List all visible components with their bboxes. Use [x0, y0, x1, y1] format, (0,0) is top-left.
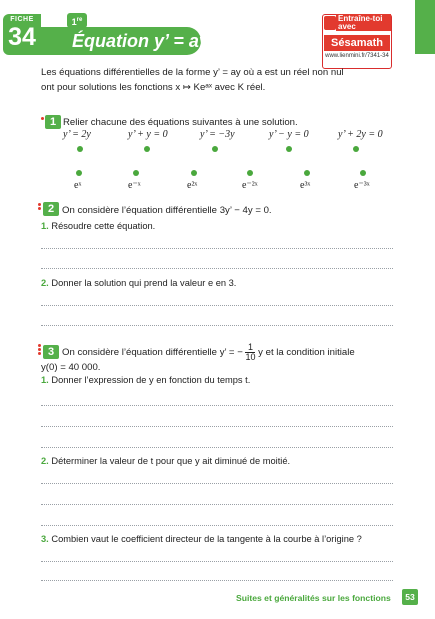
- exercise-number: 3: [43, 345, 59, 359]
- answer-line[interactable]: [41, 248, 393, 249]
- intro-line-2: ont pour solutions les fonctions x ↦ Keᵃˣ avec K réel.: [41, 82, 266, 93]
- equation-2: y’ + y = 0: [128, 129, 168, 140]
- answer-line[interactable]: [41, 305, 393, 306]
- answer-line[interactable]: [41, 268, 393, 269]
- exercise-3-question-2: [41, 455, 290, 468]
- intro-text: [41, 65, 391, 95]
- sesamath-logo: Sésamath: [324, 35, 390, 51]
- question-text: Donner la solution qui prend la valeur e en 3.: [51, 278, 237, 288]
- connect-dot[interactable]: [133, 170, 139, 176]
- answer-line[interactable]: [41, 561, 393, 562]
- question-text: Combien vaut le coefficient directeur de la tangente à la courbe à l’origine ?: [51, 534, 362, 544]
- connect-dot[interactable]: [212, 146, 218, 152]
- exercise-3-statement: [62, 343, 355, 362]
- equation-1: y’ = 2y: [63, 129, 91, 140]
- solution-4: e⁻²ˣ: [242, 180, 258, 191]
- fraction-denominator: 10: [245, 352, 256, 362]
- equation-3: y’ = −3y: [200, 129, 235, 140]
- solution-5: e³ˣ: [300, 180, 311, 191]
- answer-line[interactable]: [41, 483, 393, 484]
- equation-4: y’ − y = 0: [269, 129, 309, 140]
- exercise-2-question-2: [41, 277, 236, 290]
- connect-dot[interactable]: [77, 146, 83, 152]
- connect-dot[interactable]: [76, 170, 82, 176]
- fraction-numerator: 1: [247, 342, 253, 352]
- question-number: 3.: [41, 534, 49, 544]
- question-text: Déterminer la valeur de t pour que y ait diminué de moitié.: [51, 456, 291, 466]
- answer-line[interactable]: [41, 580, 393, 581]
- exercise-2-statement: On considère l’équation différentielle 3y’ − 4y = 0.: [62, 205, 272, 216]
- footer-chapter: Suites et généralités sur les fonctions: [236, 593, 391, 603]
- connect-dot[interactable]: [144, 146, 150, 152]
- fiche-label: FICHE: [10, 16, 34, 23]
- connect-dot[interactable]: [353, 146, 359, 152]
- exercise-3-question-1: [41, 374, 250, 387]
- level-number: 1: [71, 17, 77, 27]
- connect-dot[interactable]: [286, 146, 292, 152]
- sesamath-banner: Entraîne-toi avec: [336, 14, 391, 31]
- solution-1: eˣ: [74, 180, 82, 191]
- solution-6: e⁻³ˣ: [354, 180, 370, 191]
- question-text: Donner l’expression de y en fonction du temps t.: [51, 375, 251, 385]
- answer-line[interactable]: [41, 325, 393, 326]
- answer-line[interactable]: [41, 447, 393, 448]
- connect-dot[interactable]: [360, 170, 366, 176]
- intro-line-1: Les équations différentielles de la forme y’ = ay où a est un réel non nul: [41, 67, 344, 78]
- question-number: 1.: [41, 375, 49, 385]
- solution-3: e²ˣ: [187, 180, 198, 191]
- question-number: 1.: [41, 221, 49, 231]
- connect-dot[interactable]: [247, 170, 253, 176]
- statement-end: y et la condition initiale: [258, 347, 355, 359]
- monitor-icon: [324, 16, 336, 30]
- fraction: [245, 343, 255, 362]
- exercise-1-instruction: Relier chacune des équations suivantes à une solution.: [63, 117, 298, 128]
- answer-line[interactable]: [41, 405, 393, 406]
- exercise-number: 2: [43, 202, 59, 216]
- page-title: Équation y’ = ay: [72, 31, 209, 51]
- answer-line[interactable]: [41, 525, 393, 526]
- solution-2: e⁻ˣ: [128, 180, 141, 191]
- connect-dot[interactable]: [304, 170, 310, 176]
- sesamath-url[interactable]: www.lienmini.fr/7341-34: [325, 53, 389, 59]
- answer-line[interactable]: [41, 426, 393, 427]
- connect-dot[interactable]: [191, 170, 197, 176]
- fiche-number: 34: [8, 23, 36, 51]
- statement-start: On considère l’équation différentielle y’ = −: [62, 347, 243, 359]
- level-badge: [67, 13, 87, 28]
- question-text: Résoudre cette équation.: [51, 221, 156, 231]
- exercise-3-question-3: [41, 533, 362, 546]
- answer-line[interactable]: [41, 504, 393, 505]
- question-number: 2.: [41, 456, 49, 466]
- exercise-number: 1: [45, 115, 61, 129]
- question-number: 2.: [41, 278, 49, 288]
- initial-condition: y(0) = 40 000.: [41, 362, 101, 373]
- exercise-2-question-1: [41, 220, 155, 233]
- side-tab: [415, 0, 435, 54]
- level-sup: re: [76, 17, 83, 23]
- equation-5: y’ + 2y = 0: [338, 129, 383, 140]
- page-number: 53: [402, 589, 418, 605]
